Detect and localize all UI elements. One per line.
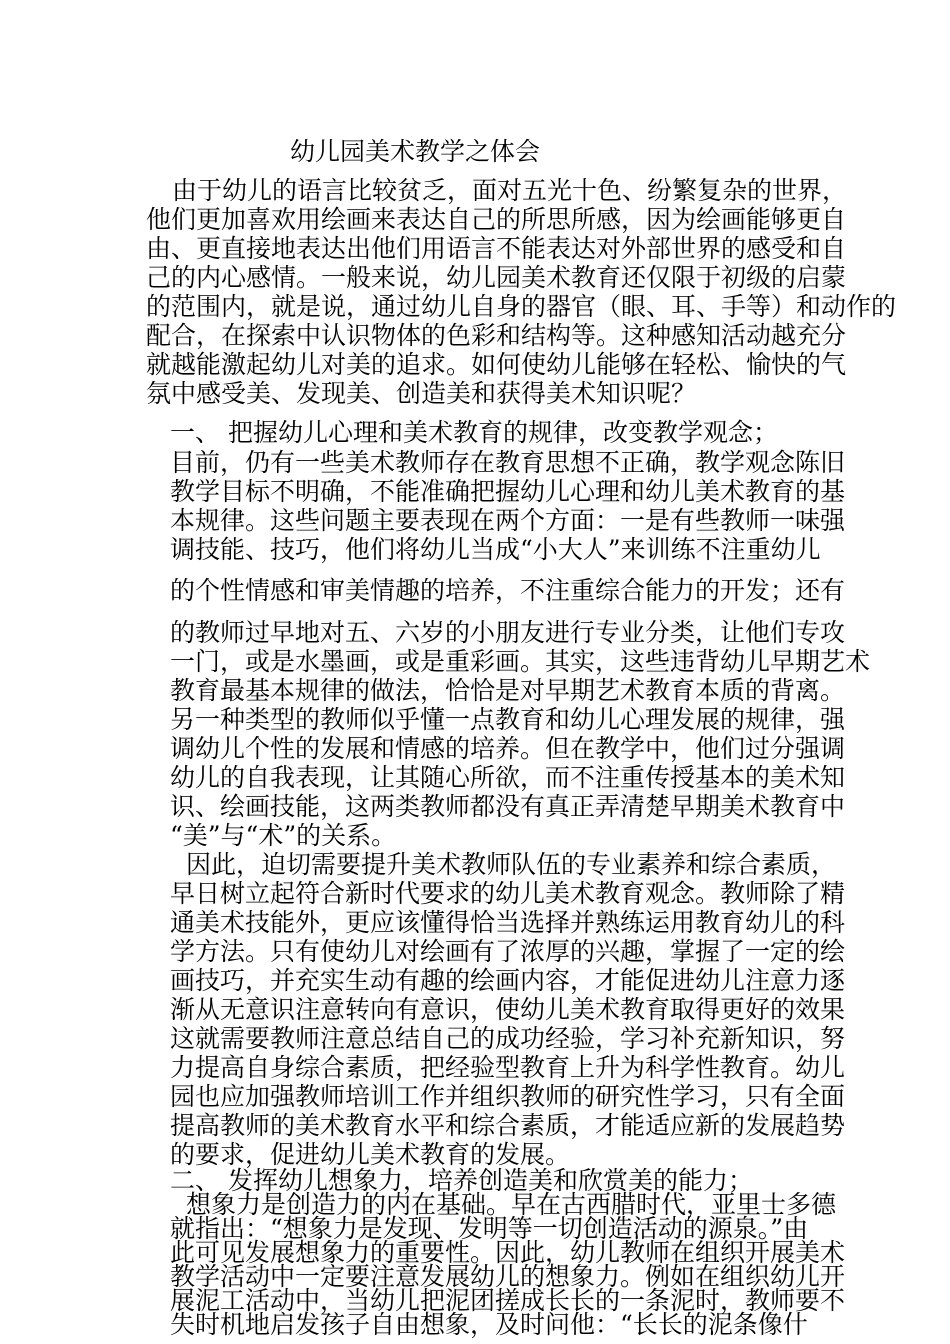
text-line: 此可见发展想象力的重要性。因此，幼儿教师在组织开展美术: [170, 1238, 846, 1267]
text-line: 渐从无意识注意转向有意识，使幼儿美术教育取得更好的效果: [170, 995, 846, 1024]
text-line: 的范围内，就是说，通过幼儿自身的器官（眼、耳、手等）和动作的: [146, 292, 897, 321]
text-line: 识、绘画技能，这两类教师都没有真正弄清楚早期美术教育中: [170, 792, 846, 821]
text-line: 由、更直接地表达出他们用语言不能表达对外部世界的感受和自: [146, 234, 847, 263]
document-title: 幼儿园美术教学之体会: [290, 137, 541, 166]
text-line: 调技能、技巧，他们将幼儿当成“小大人”来训练不注重幼儿: [170, 535, 821, 564]
section-heading-2: 二、 发挥幼儿想象力，培养创造美和欣赏美的能力；: [170, 1166, 753, 1195]
text-line: 就越能激起幼儿对美的追求。如何使幼儿能够在轻松、愉快的气: [146, 350, 847, 379]
text-line: 因此，迫切需要提升美术教师队伍的专业素养和综合素质，: [186, 850, 837, 879]
text-line: 己的内心感情。一般来说，幼儿园美术教育还仅限于初级的启蒙: [146, 263, 847, 292]
text-line: 学方法。只有使幼儿对绘画有了浓厚的兴趣，掌握了一定的绘: [170, 937, 846, 966]
text-line: 调幼儿个性的发展和情感的培养。但在教学中，他们过分强调: [170, 734, 846, 763]
text-line: 他们更加喜欢用绘画来表达自己的所思所感，因为绘画能够更自: [146, 205, 847, 234]
text-line: 由于幼儿的语言比较贫乏，面对五光十色、纷繁复杂的世界，: [172, 176, 848, 205]
text-line: “美”与“术”的关系。: [170, 821, 397, 850]
text-line: 展泥工活动中，当幼儿把泥团搓成长长的一条泥时，教师要不: [170, 1286, 846, 1315]
text-line: 的要求，促进幼儿美术教育的发展。: [170, 1140, 571, 1169]
text-line: 就指出：“想象力是发现、发明等一切创造活动的源泉。”由: [170, 1214, 809, 1243]
text-line: 配合，在探索中认识物体的色彩和结构等。这种感知活动越充分: [146, 321, 847, 350]
text-line: 的教师过早地对五、六岁的小朋友进行专业分类，让他们专攻: [170, 618, 846, 647]
text-line: 通美术技能外，更应该懂得恰当选择并熟练运用教育幼儿的科: [170, 908, 846, 937]
text-line: 园也应加强教师培训工作并组织教师的研究性学习，只有全面: [170, 1082, 846, 1111]
section-heading-1: 一、 把握幼儿心理和美术教育的规律，改变教学观念；: [170, 418, 778, 447]
text-line: 氛中感受美、发现美、创造美和获得美术知识呢？: [146, 379, 697, 408]
text-line: 目前，仍有一些美术教师存在教育思想不正确，教学观念陈旧: [170, 448, 846, 477]
text-line: 教学目标不明确，不能准确把握幼儿心理和幼儿美术教育的基: [170, 477, 846, 506]
text-line: 教育最基本规律的做法，恰恰是对早期艺术教育本质的背离。: [170, 676, 846, 705]
text-line: 教学活动中一定要注意发展幼儿的想象力。例如在组织幼儿开: [170, 1262, 846, 1291]
text-line: 一门，或是水墨画，或是重彩画。其实，这些违背幼儿早期艺术: [170, 647, 871, 676]
text-line: 这就需要教师注意总结自己的成功经验，学习补充新知识，努: [170, 1024, 846, 1053]
text-line: 另一种类型的教师似乎懂一点教育和幼儿心理发展的规律，强: [170, 705, 846, 734]
text-line: 想象力是创造力的内在基础。早在古西腊时代，亚里士多德: [186, 1190, 837, 1219]
text-line: 力提高自身综合素质，把经验型教育上升为科学性教育。幼儿: [170, 1053, 846, 1082]
text-line: 提高教师的美术教育水平和综合素质，才能适应新的发展趋势: [170, 1111, 846, 1140]
text-line: 画技巧，并充实生动有趣的绘画内容，才能促进幼儿注意力逐: [170, 966, 846, 995]
text-line: 失时机地启发孩子自由想象，及时问他：“长长的泥条像什: [170, 1310, 808, 1339]
text-line: 幼儿的自我表现，让其随心所欲，而不注重传授基本的美术知: [170, 763, 846, 792]
text-line: 的个性情感和审美情趣的培养，不注重综合能力的开发；还有: [170, 576, 846, 605]
text-line: 早日树立起符合新时代要求的幼儿美术教育观念。教师除了精: [170, 879, 846, 908]
text-line: 本规律。这些问题主要表现在两个方面：一是有些教师一味强: [170, 506, 846, 535]
